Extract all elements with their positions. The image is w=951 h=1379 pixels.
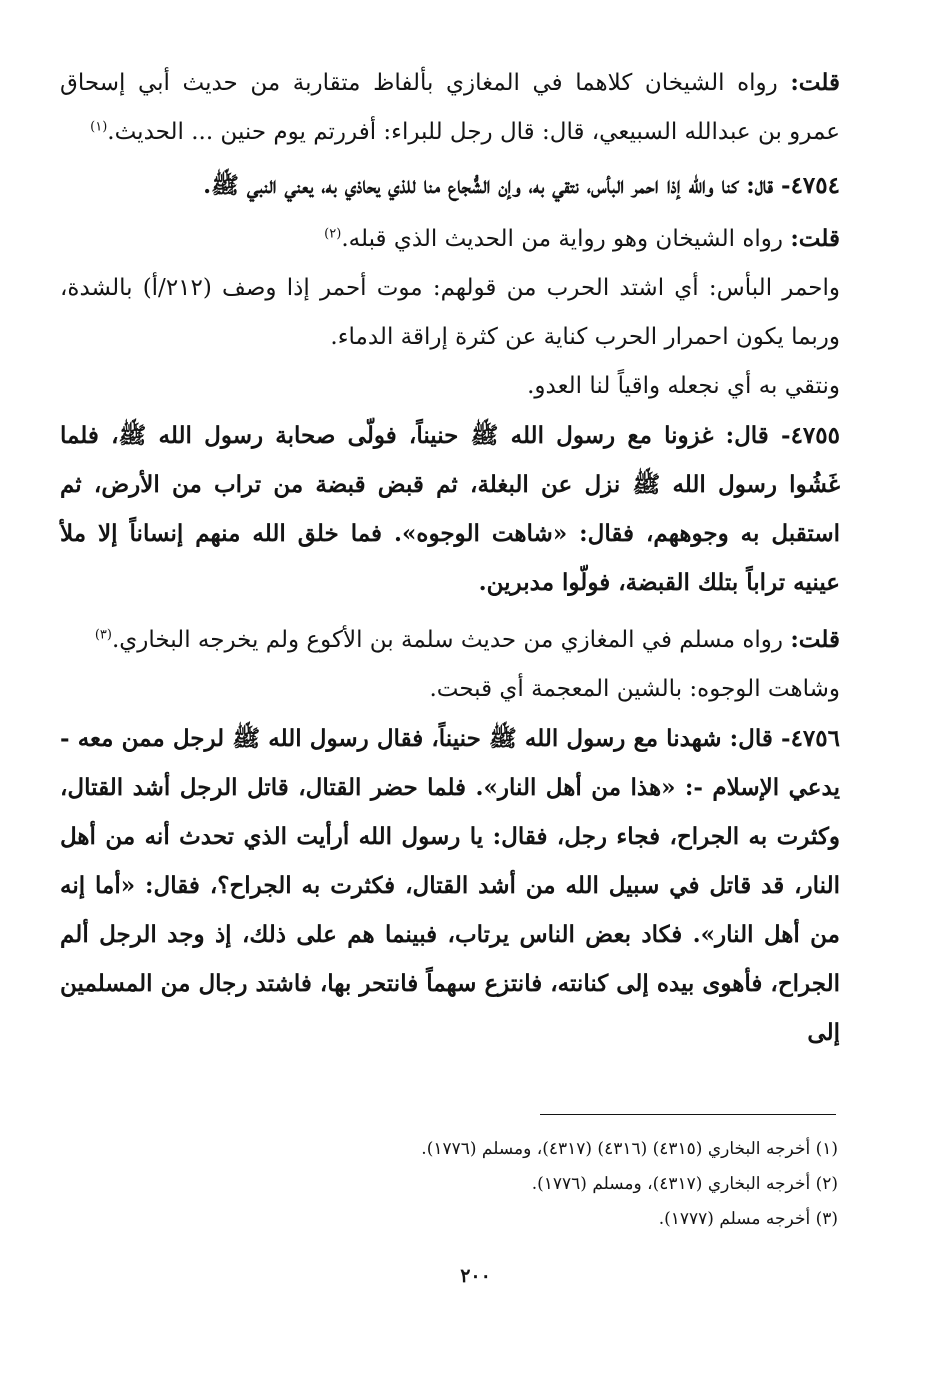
hadith-4754 [60, 161, 840, 210]
hadith-4756 [60, 714, 840, 1057]
paragraph-explanation-2 [60, 362, 840, 411]
paragraph-text: ونتقي به أي نجعله واقياً لنا العدو. [527, 373, 840, 399]
paragraph-text: رواه مسلم في المغازي من حديث سلمة بن الأكوع ولم يخرجه البخاري. [111, 627, 791, 653]
footnote-separator [540, 1114, 836, 1115]
footnote-1: (١) أخرجه البخاري (٤٣١٥) (٤٣١٦) (٤٣١٧)، ومسلم (١٧٧٦). [421, 1139, 838, 1159]
hadith-4755 [60, 411, 840, 607]
hadith-text: قال: غزونا مع رسول الله ﷺ حنيناً، فولّى صحابة رسول الله ﷺ، فلما غَشُوا رسول الله ﷺ نزل عن البغلة، ثم قبض قبضة من تراب من الأرض، ثم استقبل به وجوههم، فقال: «شاهت الوجوه». فما خلق الله منهم إنساناً إلا ملأ عينيه تراباً بتلك القبضة، فولّوا مدبرين. [60, 422, 840, 596]
footnote-2: (٢) أخرجه البخاري (٤٣١٧)، ومسلم (١٧٧٦). [531, 1174, 838, 1194]
paragraph-commentary-2 [60, 214, 840, 264]
paragraph-text: وشاهت الوجوه: بالشين المعجمة أي قبحت. [429, 676, 840, 702]
paragraph-text: رواه الشيخان وهو رواية من الحديث الذي قبله. [341, 226, 791, 252]
paragraph-explanation-1 [60, 264, 840, 362]
main-text [60, 58, 840, 1057]
paragraph-commentary-3 [60, 615, 840, 665]
paragraph-commentary-1 [60, 58, 840, 157]
hadith-number: ٤٧٥٥- [781, 422, 840, 449]
paragraph-text: واحمر البأس: أي اشتد الحرب من قولهم: موت أحمر إذا وصف (٢١٢/أ) بالشدة، وربما يكون احمرار الحرب كناية عن كثرة إراقة الدماء. [60, 275, 840, 350]
footnote-ref-1[interactable]: (١) [90, 119, 108, 135]
paragraph-explanation-3 [60, 665, 840, 714]
hadith-text: قال: كنا والله إذا احمر البأس، نتقي به، وإن الشُّجاع منا للذي يحاذي به، يعني النبي ﷺ. [203, 172, 782, 199]
footnote-ref-2[interactable]: (٢) [324, 226, 342, 242]
qultu-label: قلت: [790, 626, 840, 653]
qultu-label: قلت: [790, 225, 840, 252]
paragraph-text: رواه الشيخان كلاهما في المغازي بألفاظ متقاربة من حديث أبي إسحاق عمرو بن عبدالله السبيعي، قال: قال رجل للبراء: أفررتم يوم حنين ... الحديث. [60, 70, 840, 145]
footnote-ref-3[interactable]: (٣) [94, 627, 112, 643]
qultu-label: قلت: [790, 69, 840, 96]
hadith-number: ٤٧٥٦- [781, 725, 840, 752]
footnotes [60, 1132, 838, 1237]
hadith-text: قال: شهدنا مع رسول الله ﷺ حنيناً، فقال رسول الله ﷺ لرجل ممن معه - يدعي الإسلام -: «هذا من أهل النار». فلما حضر القتال، قاتل الرجل أشد القتال، وكثرت به الجراح، فجاء رجل، فقال: يا رسول الله أرأيت الذي تحدث أنه من أهل النار، قد قاتل في سبيل الله من أشد القتال، فكثرت به الجراح؟، فقال: «أما إنه من أهل النار». فكاد بعض الناس يرتاب، فبينما هم على ذلك، إذ وجد الرجل ألم الجراح، فأهوى بيده إلى كنانته، فانتزع سهماً فانتحر بها، فاشتد رجال من المسلمين إلى [60, 725, 840, 1046]
page-number: ٢٠٠ [460, 1265, 491, 1287]
hadith-number: ٤٧٥٤- [781, 172, 840, 199]
footnote-3: (٣) أخرجه مسلم (١٧٧٧). [658, 1209, 838, 1229]
